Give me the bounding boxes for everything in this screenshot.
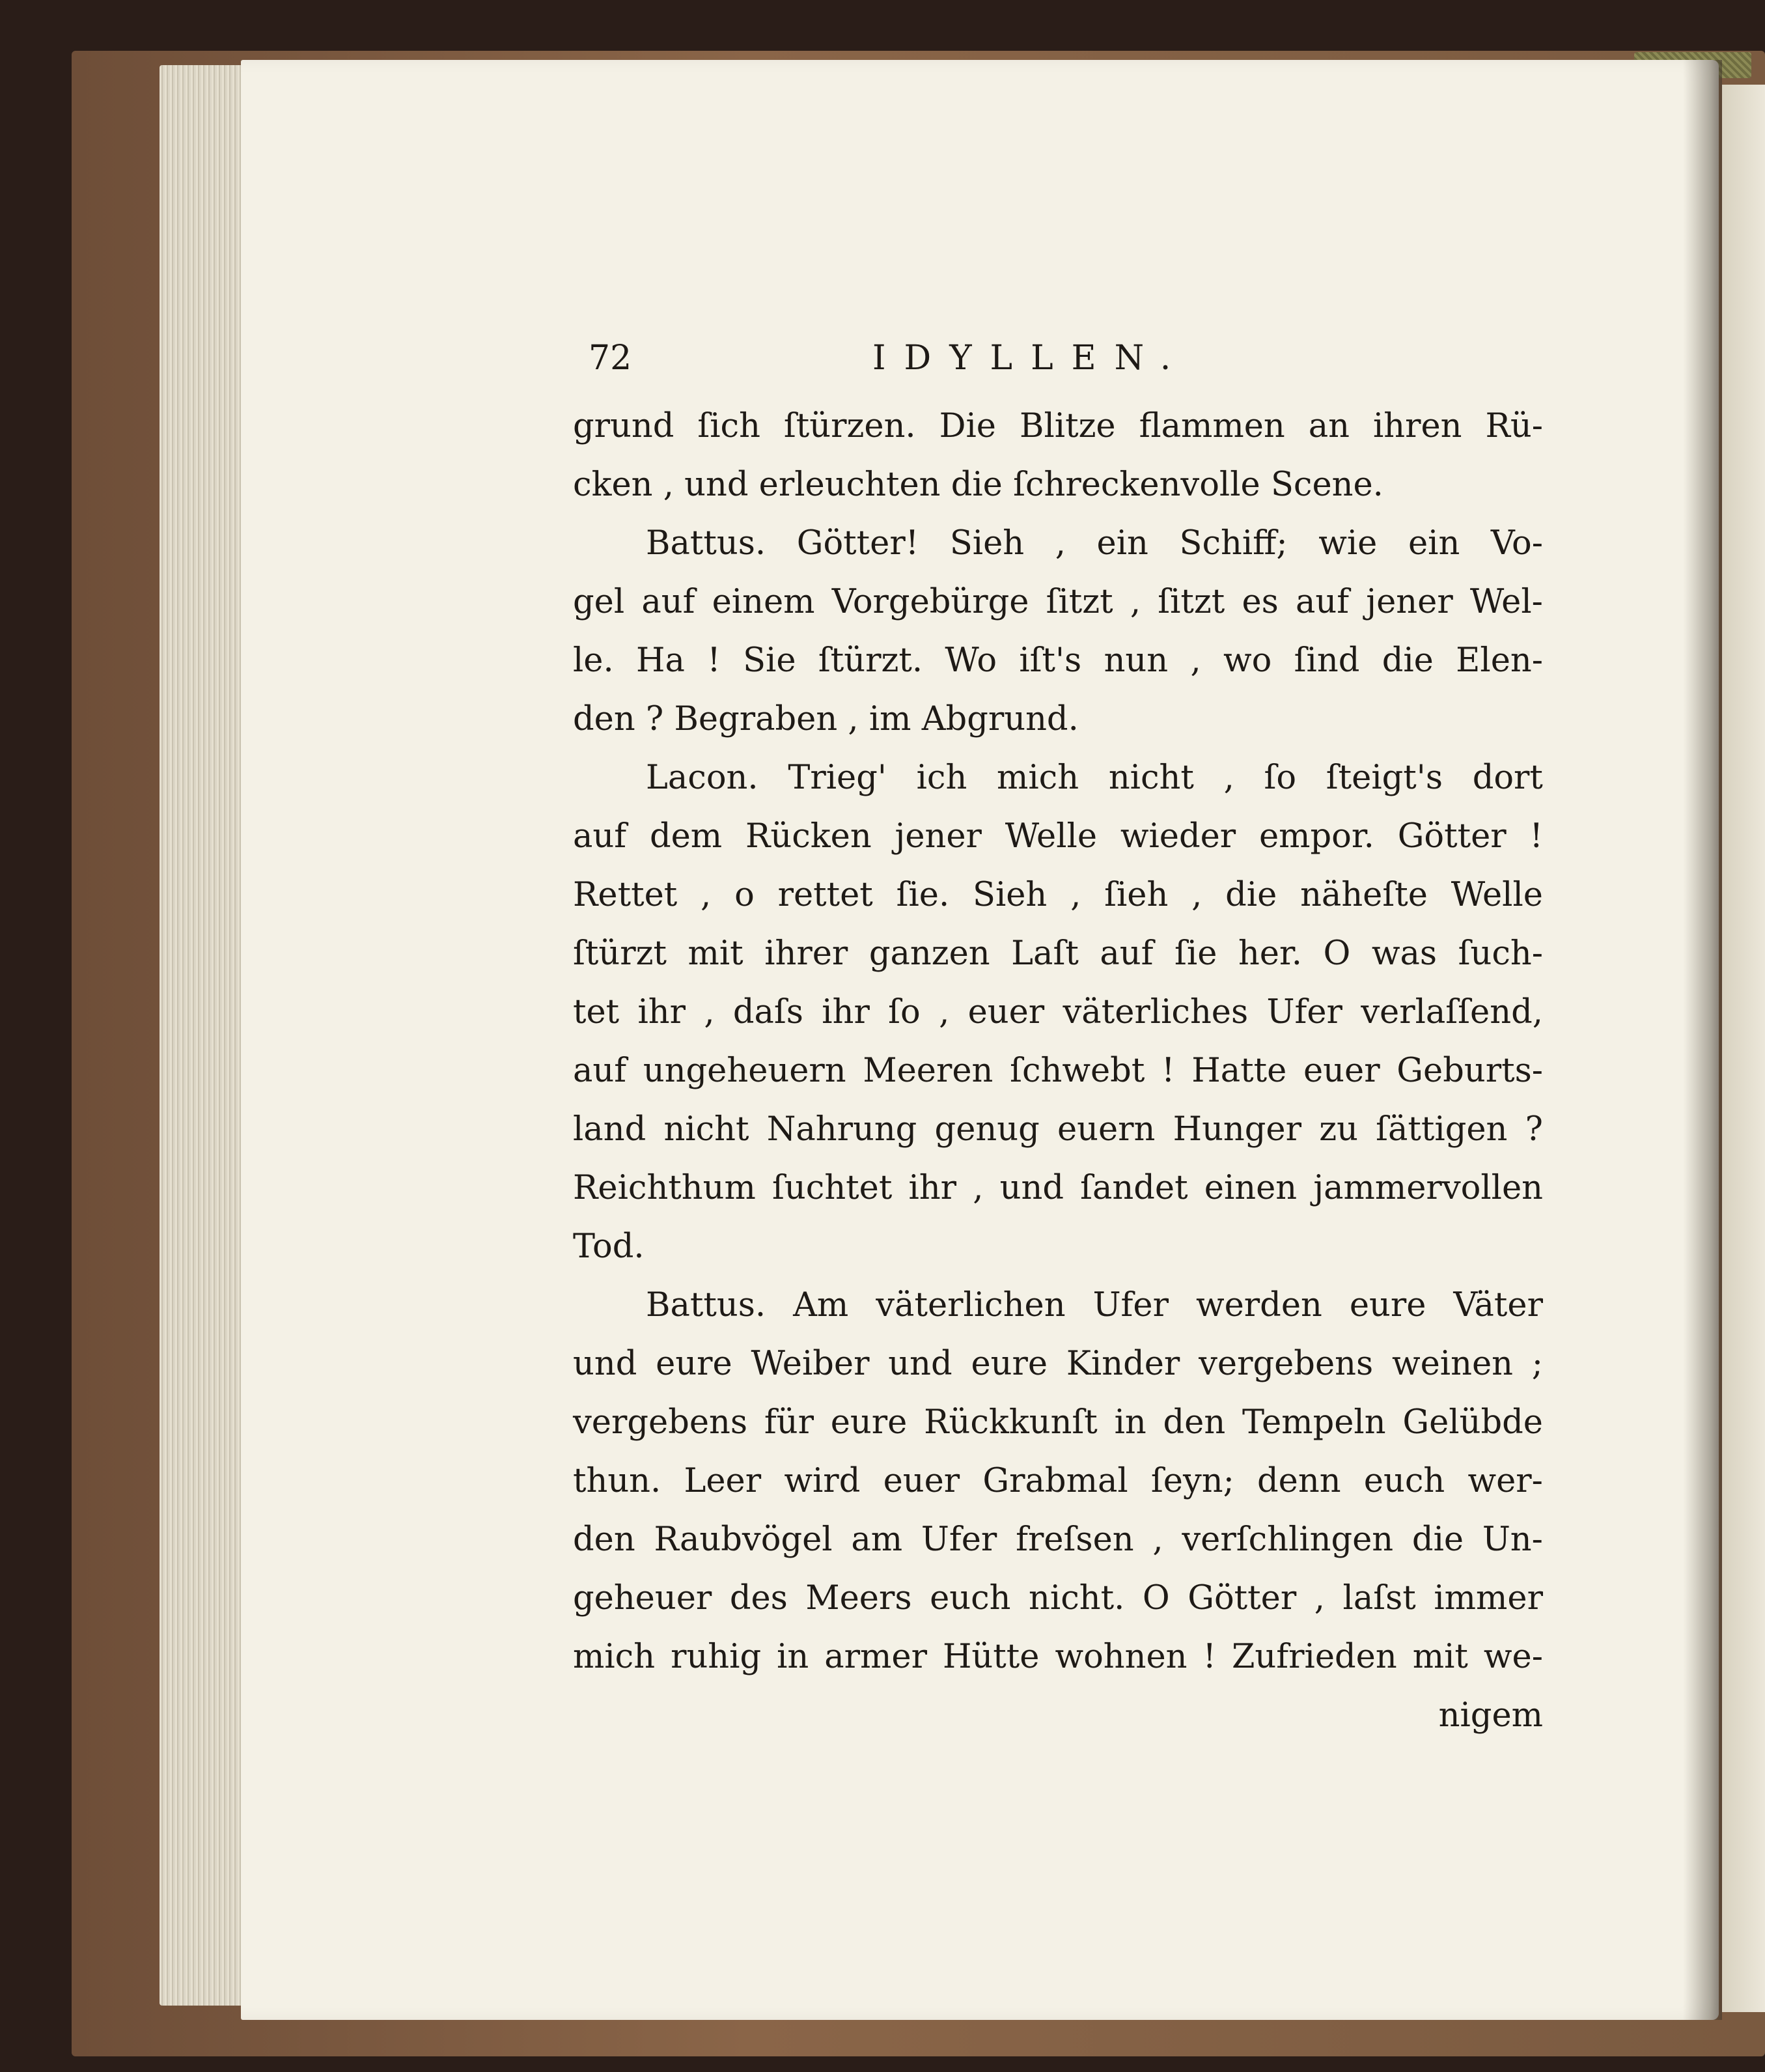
text-line: grund ſich ſtürzen. Die Blitze flammen an ihren Rü- — [573, 407, 1543, 445]
text-line: Tod. — [573, 1227, 645, 1266]
text-line: thun. Leer wird euer Grabmal ſeyn; denn euch wer- — [573, 1462, 1543, 1500]
facing-page-edge — [1722, 85, 1765, 2012]
text-line: den Raubvögel am Ufer freſsen , verſchlingen die Un- — [573, 1520, 1543, 1559]
text-line: und eure Weiber und eure Kinder vergebens weinen ; — [573, 1345, 1543, 1383]
text-line: den ? Begraben , im Abgrund. — [573, 700, 1079, 738]
text-line: Battus. Götter! Sieh , ein Schiff; wie ein Vo- — [646, 524, 1543, 563]
body-text — [573, 397, 1543, 1745]
text-line: mich ruhig in armer Hütte wohnen ! Zufrieden mit we- — [573, 1638, 1543, 1676]
text-line: le. Ha ! Sie ſtürzt. Wo iſt's nun , wo ſind die Elen- — [573, 641, 1543, 680]
text-line: land nicht Nahrung genug euern Hunger zu ſättigen ? — [573, 1110, 1543, 1149]
text-line: auf dem Rücken jener Welle wieder empor. Götter ! — [573, 817, 1543, 856]
running-title: IDYLLEN. — [872, 339, 1189, 378]
text-line: vergebens für eure Rückkunſt in den Tempeln Gelübde — [573, 1403, 1543, 1442]
text-line: cken , und erleuchten die ſchreckenvolle Scene. — [573, 466, 1383, 504]
text-line: Reichthum ſuchtet ihr , und ſandet einen jammervollen — [573, 1169, 1543, 1207]
page-gutter-shadow — [1683, 60, 1722, 2020]
text-line: auf ungeheuern Meeren ſchwebt ! Hatte euer Geburts- — [573, 1052, 1543, 1090]
text-line: ſtürzt mit ihrer ganzen Laſt auf ſie her. O was ſuch- — [573, 934, 1543, 973]
page-edges — [160, 65, 251, 2006]
page-number: 72 — [589, 339, 632, 378]
text-block — [573, 326, 1543, 1745]
text-line: Lacon. Trieg' ich mich nicht , ſo ſteigt's dort — [646, 759, 1543, 797]
text-line: tet ihr , daſs ihr ſo , euer väterliches Ufer verlaſſend, — [573, 993, 1543, 1031]
page-header — [573, 326, 1543, 397]
text-line: Rettet , o rettet ſie. Sieh , ſieh , die näheſte Welle — [573, 876, 1543, 914]
text-line: Battus. Am väterlichen Ufer werden eure Väter — [646, 1286, 1543, 1324]
text-line: geheuer des Meers euch nicht. O Götter , laſst immer — [573, 1579, 1543, 1617]
text-line: gel auf einem Vorgebürge ſitzt , ſitzt es auf jener Wel- — [573, 583, 1543, 621]
text-line: nigem — [1438, 1696, 1543, 1735]
